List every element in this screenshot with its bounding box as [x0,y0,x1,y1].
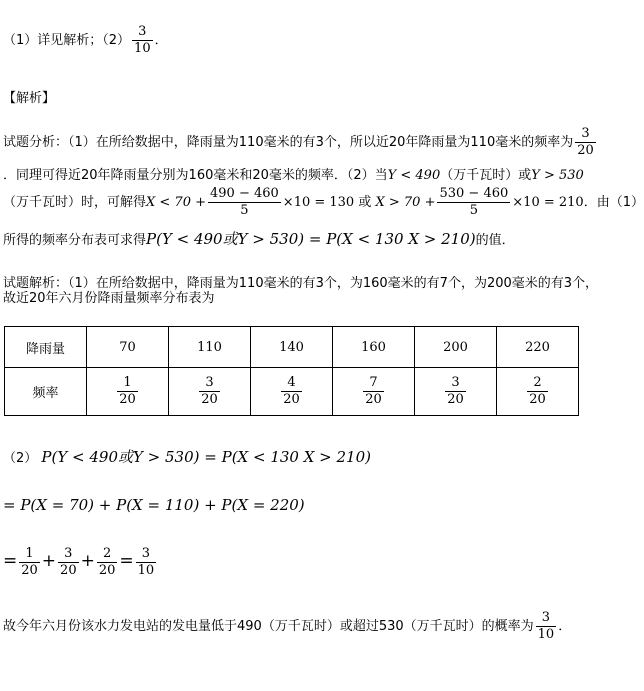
answer-fraction [132,24,153,57]
analysis-l3-f1-num: 490 − 460 [210,186,279,201]
table-frac-den: 20 [283,392,300,407]
answer-frac-den: 10 [134,41,151,56]
table-cell-value: 220 [497,327,579,368]
answer-prefix: （1）详见解析；（2） [3,33,131,48]
part2-f1-num: 1 [25,546,34,561]
table-frac-num: 1 [123,375,132,390]
part2-f1-den: 20 [21,563,38,578]
table-cell-fraction [415,368,497,416]
table-cell-fraction [497,368,579,416]
part2-line-2 [3,496,305,514]
table-frac-den: 20 [365,392,382,407]
part2-line-3 [3,546,158,579]
section-label: 【解析】 [3,91,56,106]
table-frac-den: 20 [201,392,218,407]
analysis-l3-expr1a: X < 70 + [146,195,206,210]
table-frac-num: 3 [205,375,214,390]
analysis-l1-text: 试题分析：（1）在所给数据中，降雨量为110毫米的有3个，所以近20年降雨量为110毫米的频率为 [3,135,574,150]
analysis-l3-f2-den: 5 [437,202,510,219]
conclusion-frac-num: 3 [541,610,551,625]
analysis-l1-frac-num: 3 [581,126,590,141]
table-cell-fraction [333,368,415,416]
analysis-l3-f1-den: 5 [208,202,281,219]
part2-eq: = [3,551,18,571]
analysis-l4-text: 所得的频率分布表可求得 [3,233,147,248]
analysis-l3-expr2a: X > 70 + [375,195,436,210]
analysis-l3-fraction-2 [437,186,510,219]
table-cell-fraction [169,368,251,416]
part2-frac-1 [19,546,40,579]
analysis-l1-frac-den: 20 [577,143,594,158]
part2-f3-den: 20 [98,563,116,578]
part2-f3-num: 2 [102,546,112,561]
table-frac-num: 2 [533,375,542,390]
analysis-l3-fraction-1 [208,186,281,219]
analysis-l2-cond2: Y > 530 [531,168,584,183]
table-header-rainfall: 降雨量 [5,327,87,368]
part2-f2-num: 3 [64,546,73,561]
table-frac-num: 3 [451,375,460,390]
table-frac-den: 20 [119,392,136,407]
solution-line-1: 试题解析：（1）在所给数据中，降雨量为110毫米的有3个，为160毫米的有7个，为200毫米的有3个， [3,276,599,291]
conclusion-line [3,610,571,643]
table-header-frequency: 频率 [5,368,87,416]
conclusion-text: 故今年六月份该水力发电站的发电量低于490（万千瓦时）或超过530（万千瓦时）的概率为 [3,619,534,634]
analysis-l3-expr2b: ×10 = 210 [512,195,584,210]
frequency-table [4,326,579,416]
part2-label: （2） [3,451,38,466]
part2-eq-2: = [119,551,134,571]
part2-result-num: 3 [141,546,151,561]
table-cell-fraction [87,368,169,416]
part2-expr2: = P(X = 70) + P(X = 110) + P(X = 220) [3,496,305,514]
table-frac-num: 4 [287,375,296,390]
analysis-line-4 [3,228,515,249]
table-frac-den: 20 [447,392,464,407]
part2-f2-den: 20 [60,563,77,578]
analysis-l4-tail: 的值． [475,233,515,248]
conclusion-tail: ． [558,619,572,634]
table-cell-value: 140 [251,327,333,368]
table-frac-den: 20 [529,392,546,407]
part2-expr1: P(Y < 490或Y > 530) = P(X < 130 X > 210) [41,448,371,466]
analysis-l2-cond1: Y < 490 [387,168,441,183]
analysis-l2-text: ．同理可得近20年降雨量分别为160毫米和20毫米的频率．（2）当 [3,168,388,183]
analysis-l3-expr1b: ×10 = 130 [282,195,355,210]
table-frac-num: 7 [369,375,378,390]
analysis-line-2 [3,164,584,183]
table-cell-value: 160 [333,327,415,368]
analysis-line-3 [3,186,644,219]
analysis-l4-expr: P(Y < 490或Y > 530) = P(X < 130 X > 210) [146,230,476,248]
conclusion-frac-den: 10 [537,627,555,642]
part2-result-den: 10 [137,563,155,578]
answer-frac-num: 3 [138,24,147,39]
conclusion-fraction [536,610,557,643]
answer-tail: ． [154,33,168,48]
analysis-line-1 [3,126,598,159]
analysis-l3-tail: ．由（1） [583,195,644,210]
analysis-l3-or: 或 [358,195,372,210]
table-row [5,368,579,416]
part2-line-1 [3,446,371,467]
solution-line-2: 故近20年六月份降雨量频率分布表为 [3,291,215,306]
part2-frac-result [136,546,157,579]
table-cell-value: 110 [169,327,251,368]
table-cell-value: 200 [415,327,497,368]
analysis-l1-fraction [575,126,596,159]
part2-frac-3 [97,546,118,579]
part2-frac-2 [58,546,79,579]
table-cell-fraction [251,368,333,416]
table-row [5,327,579,368]
analysis-l3-f2-num: 530 − 460 [439,186,509,201]
part2-plus-1: + [41,551,57,571]
table-cell-value: 70 [87,327,169,368]
part2-plus-2: + [80,551,95,571]
analysis-l3-unit: （万千瓦时）时，可解得 [3,195,147,210]
answer-line [3,24,168,57]
analysis-l2-unit1: （万千瓦时）或 [440,168,532,183]
